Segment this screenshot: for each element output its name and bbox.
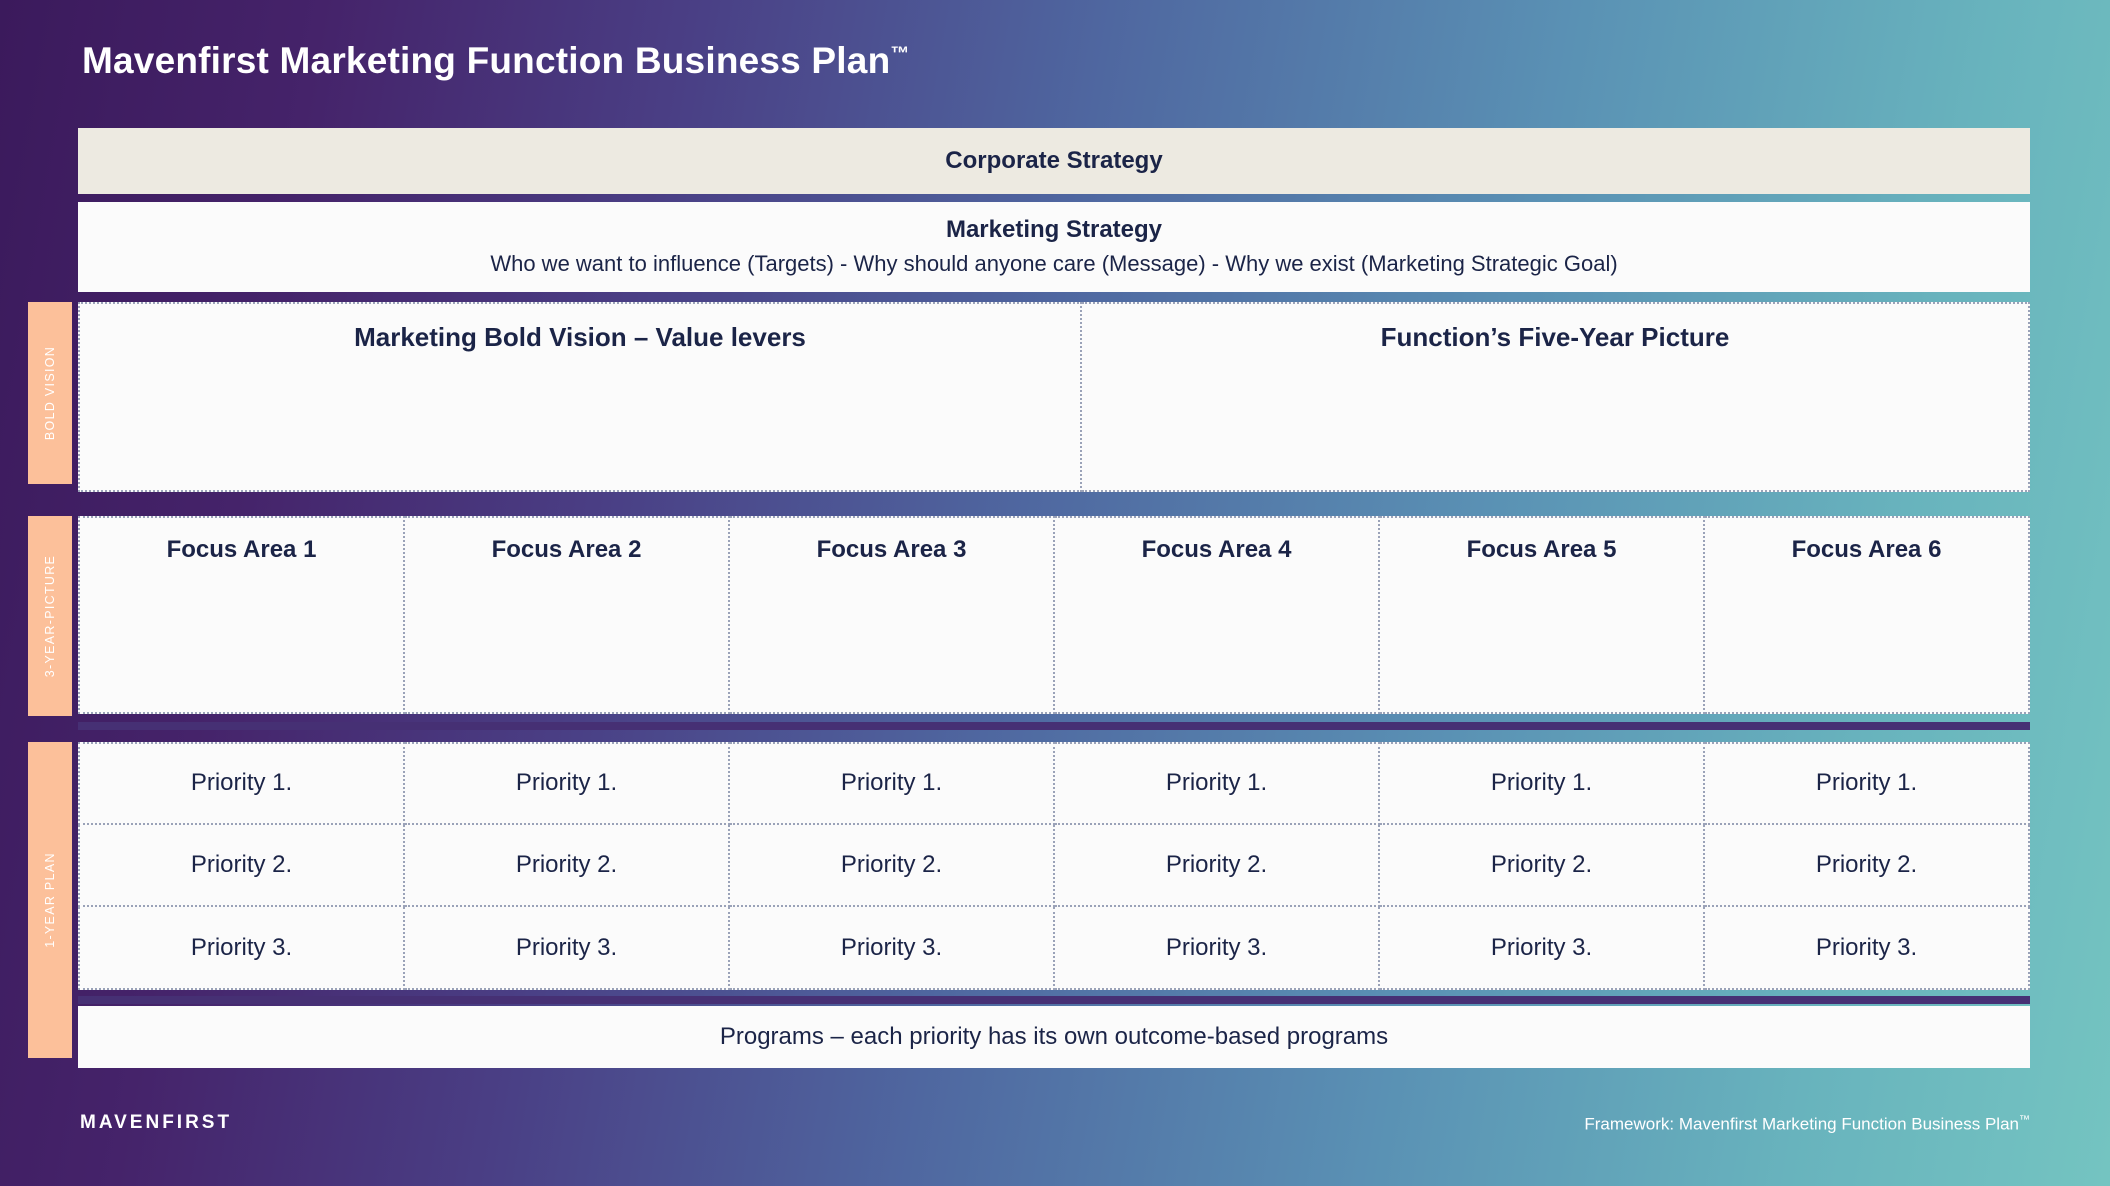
focus-area-label: Focus Area 2 xyxy=(491,536,642,563)
priority-label: Priority 2. xyxy=(1165,851,1268,878)
priority-cell xyxy=(405,742,730,825)
marketing-strategy-title: Marketing Strategy xyxy=(945,216,1163,244)
framework-trademark-symbol: ™ xyxy=(2019,1114,2030,1126)
rail-one-year-plan-label: 1-YEAR PLAN xyxy=(43,852,57,948)
corporate-strategy-label: Corporate Strategy xyxy=(945,147,1163,174)
priority-cell xyxy=(1705,907,2030,990)
priority-cell xyxy=(78,742,405,825)
trademark-symbol: ™ xyxy=(890,43,910,65)
priority-label: Priority 1. xyxy=(1490,769,1593,797)
priority-label: Priority 3. xyxy=(1165,933,1268,961)
priority-label: Priority 2. xyxy=(190,851,293,878)
rail-bold-vision xyxy=(28,302,72,484)
priority-cell xyxy=(1380,825,1705,908)
priority-label: Priority 3. xyxy=(1490,933,1593,961)
priority-cell xyxy=(1380,907,1705,990)
priority-label: Priority 1. xyxy=(1165,769,1268,797)
priority-label: Priority 1. xyxy=(840,769,943,797)
focus-area-label: Focus Area 1 xyxy=(166,536,317,563)
priority-cell xyxy=(78,907,405,990)
focus-area-cell xyxy=(1380,516,1705,714)
priority-label: Priority 1. xyxy=(190,769,293,797)
priority-cell xyxy=(405,907,730,990)
focus-area-label: Focus Area 6 xyxy=(1791,536,1942,563)
priority-cell xyxy=(730,742,1055,825)
priority-label: Priority 3. xyxy=(190,933,293,961)
priority-cell xyxy=(730,907,1055,990)
priority-cell xyxy=(1055,825,1380,908)
priority-label: Priority 2. xyxy=(1490,851,1593,878)
section-separator xyxy=(78,722,2030,730)
rail-three-year-picture-label: 3-YEAR-PICTURE xyxy=(43,554,58,678)
priority-label: Priority 3. xyxy=(840,933,943,961)
rail-bold-vision-label: BOLD VISION xyxy=(43,345,57,441)
focus-areas-row xyxy=(78,516,2030,714)
priority-row xyxy=(78,742,2030,825)
rail-three-year-picture xyxy=(28,516,72,716)
rail-one-year-plan xyxy=(28,742,72,1058)
priority-label: Priority 1. xyxy=(515,769,618,797)
priority-label: Priority 1. xyxy=(1815,769,1918,797)
priority-cell xyxy=(405,825,730,908)
programs-band xyxy=(78,1006,2030,1068)
bold-vision-value-levers-cell xyxy=(78,302,1082,492)
priority-label: Priority 2. xyxy=(1815,851,1918,878)
priority-label: Priority 2. xyxy=(515,851,618,878)
page-title xyxy=(82,40,910,82)
page-title-text: Mavenfirst Marketing Function Business Plan xyxy=(82,40,891,81)
five-year-picture-title: Function’s Five-Year Picture xyxy=(1380,322,1730,352)
focus-area-cell xyxy=(78,516,405,714)
bold-vision-row xyxy=(78,302,2030,492)
priority-cell xyxy=(1705,742,2030,825)
priority-row xyxy=(78,907,2030,990)
bold-vision-value-levers-title: Marketing Bold Vision – Value levers xyxy=(354,322,806,352)
priority-label: Priority 2. xyxy=(840,851,943,878)
priority-label: Priority 3. xyxy=(515,933,618,961)
programs-label: Programs – each priority has its own outcome-based programs xyxy=(719,1023,1389,1050)
five-year-picture-cell xyxy=(1082,302,2030,492)
priority-label: Priority 3. xyxy=(1815,933,1918,961)
priority-cell xyxy=(78,825,405,908)
focus-area-label: Focus Area 4 xyxy=(1141,536,1292,563)
marketing-strategy-band xyxy=(78,202,2030,292)
priorities-grid xyxy=(78,742,2030,990)
focus-area-label: Focus Area 3 xyxy=(816,536,967,563)
priority-cell xyxy=(1055,742,1380,825)
framework-credit-text: Framework: Mavenfirst Marketing Function Business Plan xyxy=(1584,1114,2019,1134)
marketing-strategy-subtitle: Who we want to influence (Targets) - Why should anyone care (Message) - Why we exist (Marketing Strategic Goal) xyxy=(490,251,1618,277)
priority-row xyxy=(78,825,2030,908)
priority-cell xyxy=(1705,825,2030,908)
focus-area-cell xyxy=(1055,516,1380,714)
priority-cell xyxy=(1380,742,1705,825)
framework-credit xyxy=(1584,1114,2030,1135)
brand-logo: MAVENFIRST xyxy=(80,1112,233,1133)
focus-area-cell xyxy=(405,516,730,714)
priority-cell xyxy=(730,825,1055,908)
focus-area-cell xyxy=(1705,516,2030,714)
focus-area-cell xyxy=(730,516,1055,714)
focus-area-label: Focus Area 5 xyxy=(1466,536,1617,563)
section-separator xyxy=(78,996,2030,1004)
priority-cell xyxy=(1055,907,1380,990)
corporate-strategy-band xyxy=(78,128,2030,194)
